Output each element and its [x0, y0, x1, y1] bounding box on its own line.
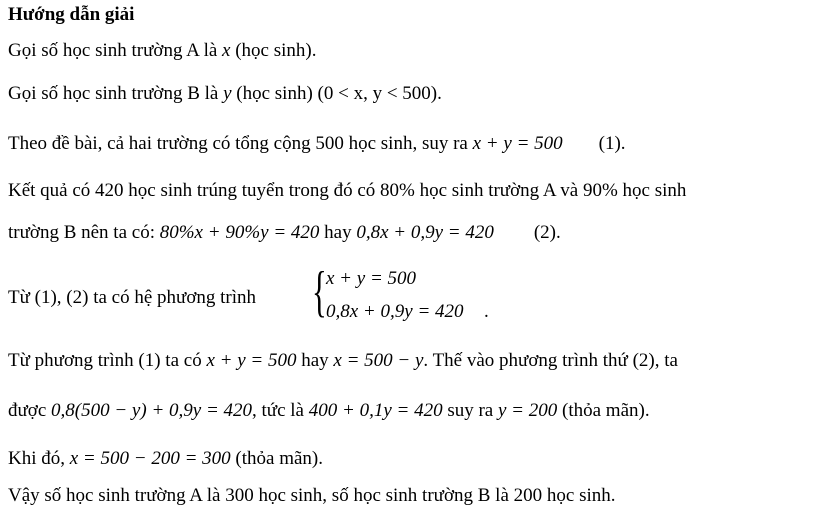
- text: Kết quả có 420 học sinh trúng tuyển trong đó có 80% học sinh trường A và: [8, 180, 583, 201]
- equation-sum: x + y = 500: [206, 350, 297, 371]
- text: Vậy số học sinh trường A là 300 học sinh, số học sinh trường B là 200 học sinh.: [8, 485, 616, 506]
- text: . Thế vào phương trình thứ (2), ta: [423, 350, 678, 371]
- text: học sinh: [617, 180, 687, 201]
- line-system-intro: [8, 287, 256, 309]
- line-result: [8, 180, 686, 202]
- text: .: [437, 83, 442, 104]
- line-solve-x: [8, 448, 323, 470]
- text: suy ra: [442, 400, 498, 421]
- text: ta có: [160, 350, 207, 371]
- text: .: [556, 222, 561, 243]
- equation-2b: 0,8x + 0,9y = 420: [356, 222, 494, 243]
- tag-1: (1): [598, 133, 621, 154]
- tag-2: (2): [533, 222, 557, 243]
- line-conclusion: [8, 485, 616, 507]
- brace: {: [312, 261, 327, 323]
- line-equation-1: [8, 133, 626, 155]
- text: được: [8, 400, 52, 421]
- ref-1-2: (1), (2): [34, 287, 89, 308]
- text: hay: [319, 222, 357, 243]
- equation-x-value: x = 500 − 200 = 300: [69, 448, 231, 469]
- equation-1: x + y = 500: [472, 133, 563, 154]
- line-define-y: [8, 83, 442, 105]
- line-solve-y: [8, 400, 650, 422]
- line-define-x: [8, 40, 317, 62]
- percent-b: 90%: [582, 180, 618, 201]
- equation-x: x = 500 − y: [333, 350, 424, 371]
- system-row-2: 0,8x + 0,9y = 420: [326, 301, 464, 322]
- text: (học sinh): [231, 83, 318, 104]
- var-x: x: [222, 40, 231, 61]
- text: .: [620, 133, 626, 154]
- text: Theo đề bài, cả hai trường có tổng cộng 500 học sinh, suy ra: [8, 133, 473, 154]
- text: (học sinh).: [230, 40, 317, 61]
- text: Từ: [8, 287, 35, 308]
- text: trường B nên ta có:: [8, 222, 160, 243]
- line-equation-2: [8, 222, 561, 244]
- condition: (0 < x, y < 500): [317, 83, 438, 104]
- text: ta có hệ phương trình: [88, 287, 257, 308]
- text: Từ phương trình: [8, 350, 139, 371]
- text: (thỏa mãn).: [557, 400, 650, 421]
- text: hay: [296, 350, 334, 371]
- equation-2a: 80%x + 90%y = 420: [159, 222, 320, 243]
- text: , tức là: [252, 400, 309, 421]
- text: Gọi số học sinh trường B là: [8, 83, 224, 104]
- text: Gọi số học sinh trường A là: [8, 40, 223, 61]
- equation-sub: 0,8(500 − y) + 0,9y = 420: [51, 400, 253, 421]
- system-period: .: [484, 301, 489, 322]
- equation-simplified: 400 + 0,1y = 420: [308, 400, 443, 421]
- solution-title: Hướng dẫn giải: [8, 4, 135, 25]
- text: (thỏa mãn).: [230, 448, 323, 469]
- system-row-1: x + y = 500: [326, 268, 417, 289]
- equation-system: [312, 262, 502, 328]
- var-y: y: [223, 83, 232, 104]
- line-substitute: [8, 350, 678, 372]
- ref-1: (1): [138, 350, 161, 371]
- equation-y: y = 200: [497, 400, 558, 421]
- text: Khi đó,: [8, 448, 70, 469]
